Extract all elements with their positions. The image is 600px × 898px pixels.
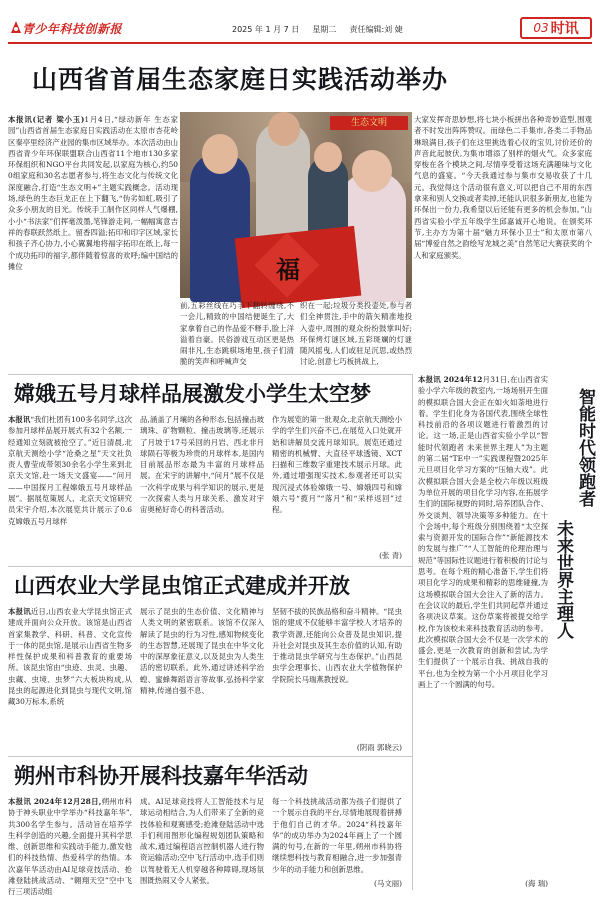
article2-col3 [272, 414, 402, 550]
article4-col3 [272, 796, 402, 878]
article4-col3-text: 每一个科技挑战活动都为孩子们提供了一个展示自我的平台,尽情地展现着拼搏于他们自己的才华。2024“科技嘉年华”的成功举办为2024年画上了一个圆满的句号,在新的一年里,朔州市科协将继续想科技与教育相融合,进一步加强青少年的动手能力和创新思维。 [272, 797, 402, 874]
article3-col2 [140, 606, 264, 754]
issue-date: 2025 年 1 月 7 日 [232, 25, 300, 34]
article1-col3 [300, 300, 412, 368]
article2-byline: 本报讯 [8, 415, 31, 424]
article2-headline: 嫦娥五号月球样品展激发小学生太空梦 [14, 382, 371, 406]
section-tag [520, 17, 592, 39]
issue-info [232, 24, 403, 35]
article4-col1-text: 朔州市科协于神头职业中学举办“科技嘉年华”,共300名学生参与。活动旨在培养学生科学创造的兴趣,全面提升其科学思维、创新思维和实践动手能力,激发他们的科技热情、热爱科学的热情。本次嘉年华活动由AI足球竞技活动、抢滩登陆挑战活动、“翱翔天空”空中飞行三项活动组 [8, 797, 132, 897]
sidebar-text [418, 374, 548, 878]
article2-col1 [8, 414, 132, 562]
article4-col2 [140, 796, 264, 890]
editor-label: 责任编辑: [349, 25, 385, 34]
masthead-rule [8, 42, 592, 44]
article4-col1 [8, 796, 132, 897]
divider-3 [8, 756, 412, 757]
sidebar-author: (海 瑞) [525, 879, 548, 888]
photo-banner [330, 116, 408, 130]
article4-headline: 朔州市科协开展科技嘉年华活动 [14, 764, 308, 788]
article4-author: (马文丽) [374, 879, 402, 888]
sidebar-title-line1: 智能时代领跑者 [575, 388, 595, 507]
article1-col4-text: 大家发挥奇思妙想,将七块小板拼出各种奇妙造型,围观者不时发出阵阵赞叹。而绿色二手集市,各类二手物品琳琅满目,孩子们在这里挑选着心仪的宝贝,讨价还价的声音此起彼伏,为集市增添了别样的烟火气。众多家庭穿梭在各个模块之间,尽情享受着这场充满趣味与文化气息的盛宴。“今天我通过参与集市交易收获了十几元。我觉得这个活动很有意义,可以把自己不用的东西拿来和别人交换或者卖掉,还能认识很多新朋友,也能为环保出一份力,我希望以后还能有更多的机会参加。”山西省实验小学五年级学生邱嘉诚开心地说。在颁奖环节,主办方为第十届“魅力环保小卫士”和太原市第八届“博爱自然之韵绘写龙城之美”自然笔记大赛获奖的个人和家庭颁奖。 [414, 115, 592, 260]
article3-col3 [272, 606, 402, 742]
article4-col2-text: 成。AI足球竞技将人工智能技术与足球运动相结合,为人们带来了全新的竞技体验和观赛感受;抢滩登陆活动中选手们利用图形化编程规划团队策略和战术,通过编程语言控制机器人进行物资运输活动;空中飞行活动中,选手们则以驾驶着无人机穿越各种障碍,现场氛围既热闹又令人紧张。 [140, 797, 264, 886]
article2-col3-text: 作为展览的第一批观众,北京航天测绘小学的学生们兴奋不已,在展览入口处就开始和讲解员交流月球知识。展览还通过精密的机械臂、大直径平球透镜、XCT扫描和三维数字重建技术展示月球。此外,通过增强现实技术,参观者还可以实现沉浸式体验嫦娥一号、嫦娥四号和嫦娥六号“揽月”“落月”和“采样返回”过程。 [272, 415, 402, 515]
photo-child-left-head [202, 134, 238, 174]
article3-headline: 山西农业大学昆虫馆正式建成并开放 [14, 574, 350, 598]
article3-col1 [8, 606, 132, 754]
divider-1 [8, 374, 412, 375]
article2-col2 [140, 414, 264, 562]
photo-fu-character: 福 [276, 255, 300, 284]
article3-col2-text: 展示了昆虫的生态价值、文化精神与人类文明的紧密联系。该馆不仅深入解读了昆虫的行为习性,感知物候变化的生态智慧,还展现了昆虫在中华文化中的深厚象征意义,以及昆虫为人类生活的密切联系。此外,通过讲述科学治蝗、蜜蜂舞蹈语言等故事,弘扬科学家精神,传递自强不息、 [140, 607, 264, 696]
article3-col3-text: 坚韧不拔的民族品格和奋斗精神。“昆虫馆的建成不仅能够丰富学校人才培养的教学资源,还能向公众普及昆虫知识,提升社会对昆虫及其生态价值的认知,有助于推动昆虫学研究与生态保护。”山西昆虫学会理事长、山西农业大学植物保护学院院长马瑞燕教授说。 [272, 607, 402, 684]
article3-col1-text: 近日,山西农业大学昆虫馆正式建成并面向公众开放。该馆是山西省首家集教学、科研、科普、文化宣传于一体的昆虫馆,是展示山西省生物多样性保护成果和科普教育的重要场所。该昆虫馆由“虫迹、虫灵、虫趣、虫藏、虫境、虫梦”六大板块构成,从昆虫的起源进化到昆虫与现代文明,馆藏30万标本,系统 [8, 607, 132, 707]
article1-col3-text: 织在一起;垃圾分类投壶处,参与者们全神贯注,手中的箭矢精准地投入壶中,周围的观众纷纷鼓掌叫好;环保烤灯谜区域,五彩斑斓的灯谜随风摇曳,人们或驻足沉思,或热烈讨论,创意七巧板挑战上, [300, 301, 412, 367]
article3-author: (阴雨 郭晓云) [356, 743, 402, 752]
article4-byline: 本报讯 2024年12月28日, [8, 797, 102, 806]
article1-col2 [180, 300, 294, 368]
photo-banner-text: 生态文明 [350, 118, 387, 128]
editor-name: 刘 婕 [384, 25, 403, 34]
photo-adult-center-head [268, 112, 300, 146]
section-name: 时讯 [550, 21, 579, 37]
sidebar-body: 月31日,在山西省实验小学六年级的教室内,一场场别开生面的模拟联合国大会正在如火如荼地进行着。学生们化身为各国代表,围绕全球性科技前沿的各项议题进行着激烈的讨论。这一场,正是山西省实验小学以“智能时代领跑者 未来世界主理人”为主题的第二届“TE中一”实践课程暨2025年元旦项目化学习方案的“压轴大戏”。此次模拟联合国大会是全校六年级以班级为单位开展的项目化学习内容,在拓展学生们的国际视野的同时,培养团队合作、外交谈判、领导决策等多种能力。在十个会场中,每个班级分别围绕着“太空探索与资源开发的国际合作”“新能源技术的发展与推广”“人工智能的伦理治理与规范”等国际性议题进行着积极的讨论与思考。在每个班的精心准备下,学生们将项目化学习的成果和精彩的思维碰撞,为这场模拟联合国大会注入了新的活力。在会议议的最后,学生们共同起草并通过各项决议草案。这份草案将被提交给学校,作为该校未来科技教育活动的参考。此次模拟联合国大会不仅是一次学术的盛会,更是一次教育的创新和尝试,为学生们提供了一个展示自我、挑战自我的平台,也为全校为第一个小月项目化学习画上了一个圆满的句号。 [418, 375, 548, 690]
article3-byline: 本报讯 [8, 607, 31, 616]
photo-child-right-head [352, 150, 392, 192]
sidebar-title-line2: 未来世界主理人 [553, 520, 573, 639]
page-number: 03 [533, 21, 549, 35]
paper-name: 青少年科技创新报 [22, 22, 123, 36]
sidebar-byline: 本报讯 2024年12 [418, 375, 483, 384]
sidebar-divider [412, 374, 413, 890]
photo-child-mid-head [314, 142, 342, 172]
paper-logo-icon [10, 19, 22, 33]
article2-col2-text: 品,涵盖了月壤的各种形态,包括撞击玻璃珠、矿物颗粒、撞击玻璃等,还展示了月坡于17号采回的月岩、西北非月球陨石等极为珍贵的月球样本,是国内目前展品形态最为丰富的月球样品展。在宋宇的讲解中,“问月”展不仅是一次科学成果与科学知识的展示,更是一次探索人类与月球关系、激发对宇宙奥秘好奇心的科普活动。 [140, 415, 264, 515]
article1-col1-text: 1月4日,“绿动新年 生态家园”山西省首届生态家庭日实践活动在太原市杏花岭区秦亭里经济产业园的集市区域举办。本次活动由山西省青少年环保联盟联合山西省11个地市130多家环保组织和NGO平台共同发起,以家庭为核心,约500组家庭和30名志愿者参与,将生态文化与传统文化深度融合,打造“生态文明+”主题实践概念。活动现场,绿色的生态巨龙正在上下翻飞,“伪劣如虹,吸引了众多小朋友的目光。传统手工制作区同样人气爆棚,小小“书法家”们挥毫泼墨,笔锋游走间,一幅幅寓意吉祥的春联跃然纸上。留香四溢;拓印和印字区域,家长和孩子齐心协力,小心翼翼地将福字拓印在纸上,每一个成功拓印的福字,都伴随着惊喜的欢呼;编中国结的摊位 [8, 115, 178, 271]
masthead [0, 0, 600, 48]
divider-2 [8, 566, 412, 567]
article1-byline: 本报讯(记者 梁小玉) [8, 115, 85, 124]
article1-col2-text: 前,五彩丝线在巧手下翻转缠绕,不一会儿,精致的中国结便诞生了,大家拿着自己的作品爱不释手,脸上洋溢着自豪。民俗游戏互动区更是热闹非凡,生态跳棋场地里,孩子们清脆的笑声和呼喊声交 [180, 301, 294, 367]
article2-author: (张 青) [379, 551, 402, 560]
issue-weekday: 星期二 [312, 25, 337, 34]
article1-photo [180, 112, 412, 298]
article2-col1-text: “我们杜团有100多名同学,这次参加月球样品展开展式有32个名额,一经通知立刻就被抢空了。”近日清晨,北京航天测绘小学“沧桑之星”天文社负责人曹莹成带领30余名小学生来到北京天文馆,赴一场天文盛宴——“问月——中国探月工程嫦娥五号月球样品展”。据展览策展人、北京天文馆研究员宋宇介绍,本次展览共计展示了0.6克嫦娥五号月球样 [8, 415, 132, 526]
article1-headline: 山西省首届生态家庭日实践活动举办 [32, 65, 449, 94]
